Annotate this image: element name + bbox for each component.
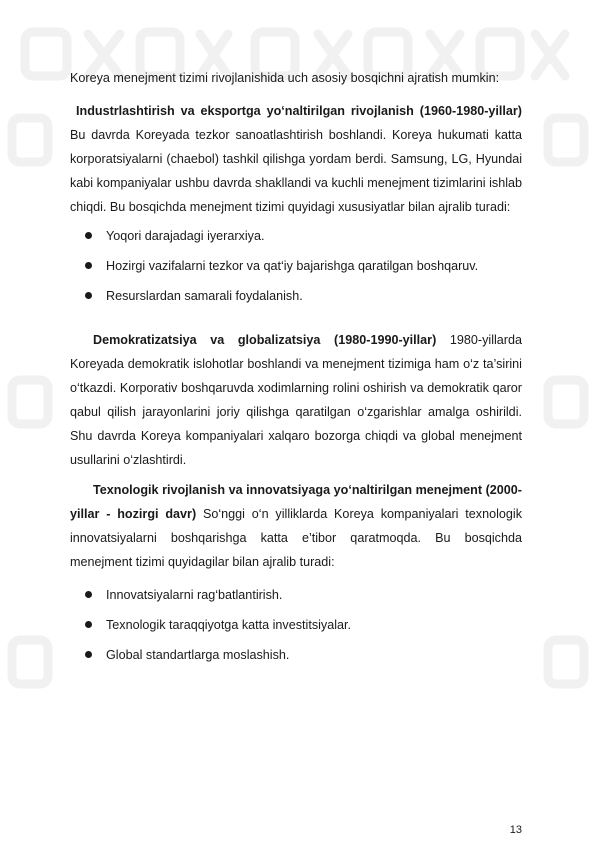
- document-body: [70, 66, 522, 673]
- section-3-body: So‘nggi o‘n yilliklarda Koreya kompaniyalari texnologik innovatsiyalarni boshqarishga katta e’tibor qaratmoqda. Bu bosqichda menejment tizimi quyidagilar bilan ajralib turadi:: [70, 507, 522, 569]
- list-item-text: Global standartlarga moslashish.: [106, 648, 290, 662]
- list-item-text: Texnologik taraqqiyotga katta investitsiyalar.: [106, 618, 352, 632]
- section-3-heading: Texnologik rivojlanish va innovatsiyaga yo‘naltirilgan menejment (2000-yillar - hozirgi davr): [70, 483, 522, 521]
- list-item: [70, 284, 522, 308]
- section-1-heading: Industrlashtirish va eksportga yo‘naltirilgan rivojlanish (1960-1980-yillar): [76, 104, 522, 118]
- bullet-dot-icon: [85, 651, 92, 658]
- bullet-dot-icon: [85, 292, 92, 299]
- list-item: [70, 613, 522, 637]
- page-number: 13: [509, 824, 522, 836]
- list-item: [70, 583, 522, 607]
- list-item-text: Innovatsiyalarni rag‘batlantirish.: [106, 588, 283, 602]
- section-2-body: 1980-yillarda Koreyada demokratik islohotlar boshlandi va menejment tizimiga ham o‘z ta’sirini o‘tkazdi. Korporativ boshqaruvda xodimlarning rolini oshirish va demokratik qaror qabul qilish jarayonlarini joriy qilishga qaratilgan o‘zgarishlar amalga oshirildi. Shu davrda Koreya kompaniyalari xalqaro bozorga chiqdi va global menejment usullarini o‘zlashtirdi.: [70, 333, 522, 467]
- bullet-dot-icon: [85, 621, 92, 628]
- bullet-dot-icon: [85, 232, 92, 239]
- section-1-bullet-list: [70, 224, 522, 308]
- section-3-paragraph: [70, 478, 522, 574]
- list-item-text: Resurslardan samarali foydalanish.: [106, 289, 303, 303]
- intro-paragraph: Koreya menejment tizimi rivojlanishida uch asosiy bosqichni ajratish mumkin:: [70, 71, 500, 85]
- section-2-heading: Demokratizatsiya va globalizatsiya (1980-1990-yillar): [93, 333, 437, 347]
- list-item: [70, 254, 522, 278]
- bullet-dot-icon: [85, 262, 92, 269]
- list-item-text: Hozirgi vazifalarni tezkor va qat‘iy bajarishga qaratilgan boshqaruv.: [106, 259, 479, 273]
- list-item-text: Yoqori darajadagi iyerarxiya.: [106, 229, 265, 243]
- section-1-paragraph: [70, 99, 522, 219]
- list-item: [70, 224, 522, 248]
- section-3-bullet-list: [70, 583, 522, 667]
- section-2-paragraph: [70, 328, 522, 472]
- section-1-body: Bu davrda Koreyada tezkor sanoatlashtirish boshlandi. Koreya hukumati katta korporatsiyalarni (chaebol) tashkil qilishga yordam berdi. Samsung, LG, Hyundai kabi kompaniyalar ushbu davrda shakllandi va kuchli menejment tizimlarini ishlab chiqdi. Bu bosqichda menejment tizimi quyidagi xususiyatlar bilan ajralib turadi:: [70, 128, 522, 214]
- bullet-dot-icon: [85, 591, 92, 598]
- list-item: [70, 643, 522, 667]
